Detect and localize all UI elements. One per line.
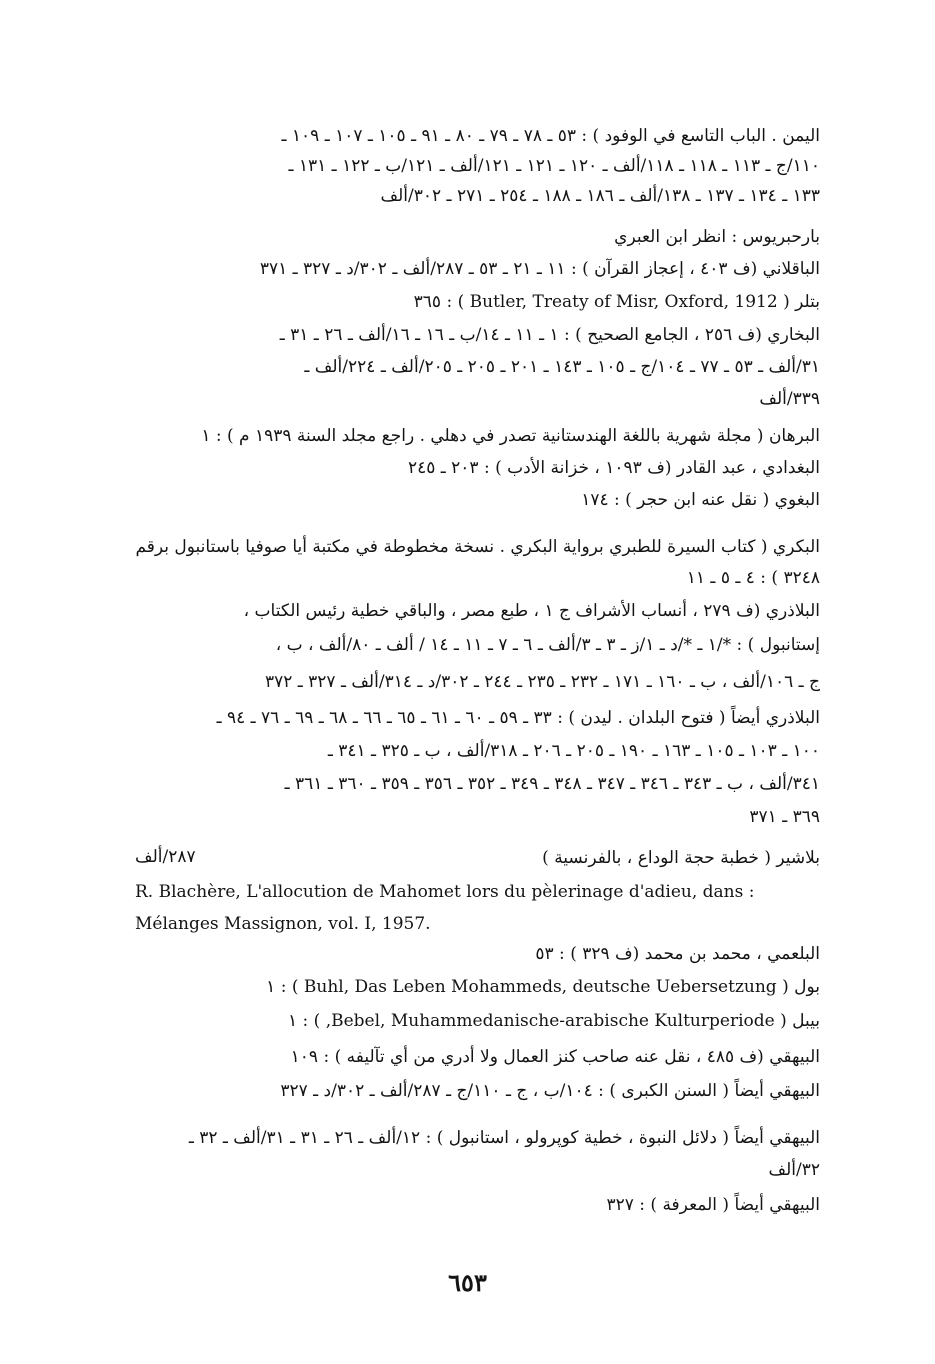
entry-line: بول ( Buhl, Das Leben Mohammeds, deutsche Uebersetzung ) : ١: [266, 977, 820, 997]
page-number: ٦٥٣: [448, 1268, 487, 1297]
entry-line: إستانبول ) : */١ ـ */د ـ ١/ز ـ ٣ ـ ٣/ألف ـ ٦ ـ ٧ ـ ١١ ـ ١٤ / ألف ـ ٨٠/ألف ، ب ،: [275, 635, 820, 655]
entry-line: البكري ( كتاب السيرة للطبري برواية البكري . نسخة مخطوطة في مكتبة أيا صوفيا باستانبول برقم: [135, 537, 820, 557]
entry-line: ٣٣٩/ألف: [759, 389, 820, 409]
entry-line: ٣٢/ألف: [768, 1160, 820, 1180]
entry-line: البلاذري أيضاً ( فتوح البلدان . ليدن ) : ٣٣ ـ ٥٩ ـ ٦٠ ـ ٦١ ـ ٦٥ ـ ٦٦ ـ ٦٨ ـ ٦٩ ـ ٧٦ ـ ٩٤ ـ: [216, 708, 820, 728]
entry-line: البلعمي ، محمد بن محمد (ف ٣٢٩ ) : ٥٣: [535, 944, 820, 964]
entry-line: ٣١/ألف ـ ٥٣ ـ ٧٧ ـ ١٠٤/ج ـ ١٠٥ ـ ١٤٣ ـ ٢٠١ ـ ٢٠٥ ـ ٢٠٥/ألف ـ ٢٢٤/ألف ـ: [304, 357, 820, 377]
entry-line: ٣٢٤٨ ) : ٤ ـ ٥ ـ ١١: [686, 568, 820, 588]
entry-line: البيهقي أيضاً ( السنن الكبرى ) : ١٠٤/ب ، ج ـ ١١٠/ج ـ ٢٨٧/ألف ـ ٣٠٢/د ـ ٣٢٧: [280, 1081, 820, 1101]
entry-line: ٣٦٩ ـ ٣٧١: [749, 807, 820, 827]
entry-line: البغدادي ، عبد القادر (ف ١٠٩٣ ، خزانة الأدب ) : ٢٠٣ ـ ٢٤٥: [407, 458, 820, 478]
entry-line: ١١٠/ج ـ ١١٣ ـ ١١٨ ـ ١١٨/ألف ـ ١٢٠ ـ ١٢١ ـ ١٢١/ألف ـ ١٢١/ب ـ ١٢٢ ـ ١٣١ ـ: [288, 156, 820, 176]
entry-line: البيهقي (ف ٤٨٥ ، نقل عنه صاحب كنز العمال ولا أدري من أي تآليفه ) : ١٠٩: [290, 1047, 820, 1067]
latin-ref: Mélanges Massignon, vol. I, 1957.: [135, 914, 431, 934]
blachere-ref: ٢٨٧/ألف: [135, 847, 196, 867]
entry-line: بتلر ( Butler, Treaty of Misr, Oxford, 1912 ) : ٣٦٥: [413, 292, 820, 312]
entry-line: ٣٤١/ألف ، ب ـ ٣٤٣ ـ ٣٤٦ ـ ٣٤٧ ـ ٣٤٨ ـ ٣٤٩ ـ ٣٥٢ ـ ٣٥٦ ـ ٣٥٩ ـ ٣٦٠ ـ ٣٦١ ـ: [284, 774, 820, 794]
entry-line: اليمن . الباب التاسع في الوفود ) : ٥٣ ـ ٧٨ ـ ٧٩ ـ ٨٠ ـ ٩١ ـ ١٠٥ ـ ١٠٧ ـ ١٠٩ ـ: [281, 126, 820, 146]
entry-line: البغوي ( نقل عنه ابن حجر ) : ١٧٤: [581, 490, 820, 510]
entry-line: البخاري (ف ٢٥٦ ، الجامع الصحيح ) : ١ ـ ١١ ـ ١٤/ب ـ ١٦ ـ ١٦/ألف ـ ٢٦ ـ ٣١ ـ: [279, 325, 820, 345]
entry-line: البرهان ( مجلة شهرية باللغة الهندستانية تصدر في دهلي . راجع مجلد السنة ١٩٣٩ م ) : ١: [201, 426, 820, 446]
entry-line: بلاشير ( خطبة حجة الوداع ، بالفرنسية ): [542, 848, 820, 868]
latin-ref: R. Blachère, L'allocution de Mahomet lors du pèlerinage d'adieu, dans :: [135, 882, 755, 902]
entry-line: البيهقي أيضاً ( المعرفة ) : ٣٢٧: [606, 1195, 820, 1215]
entry-line: ١٠٠ ـ ١٠٣ ـ ١٠٥ ـ ١٦٣ ـ ١٩٠ ـ ٢٠٥ ـ ٢٠٦ ـ ٣١٨/ألف ، ب ـ ٣٢٥ ـ ٣٤١ ـ: [327, 741, 820, 761]
entry-line: ١٣٣ ـ ١٣٤ ـ ١٣٧ ـ ١٣٨/ألف ـ ١٨٦ ـ ١٨٨ ـ ٢٥٤ ـ ٢٧١ ـ ٣٠٢/ألف: [380, 186, 820, 206]
entry-line: البلاذري (ف ٢٧٩ ، أنساب الأشراف ج ١ ، طبع مصر ، والباقي خطية رئيس الكتاب ،: [243, 601, 820, 621]
entry-line: ج ـ ١٠٦/ألف ، ب ـ ١٦٠ ـ ١٧١ ـ ٢٣٢ ـ ٢٣٥ ـ ٢٤٤ ـ ٣٠٢/د ـ ٣١٤/ألف ـ ٣٢٧ ـ ٣٧٢: [264, 672, 820, 692]
entry-line: البيهقي أيضاً ( دلائل النبوة ، خطية كوپرولو ، استانبول ) : ١٢/ألف ـ ٢٦ ـ ٣١ ـ ٣١/ألف ـ ٣٢ ـ: [188, 1128, 820, 1148]
entry-line: بيبل ( Bebel, Muhammedanische-arabische Kulturperiode, ) : ١: [288, 1011, 820, 1031]
entry-line: بارحبريوس : انظر ابن العبري: [614, 227, 820, 247]
entry-line: الباقلاني (ف ٤٠٣ ، إعجاز القرآن ) : ١١ ـ ٢١ ـ ٥٣ ـ ٢٨٧/ألف ـ ٣٠٢/د ـ ٣٢٧ ـ ٣٧١: [259, 259, 820, 279]
